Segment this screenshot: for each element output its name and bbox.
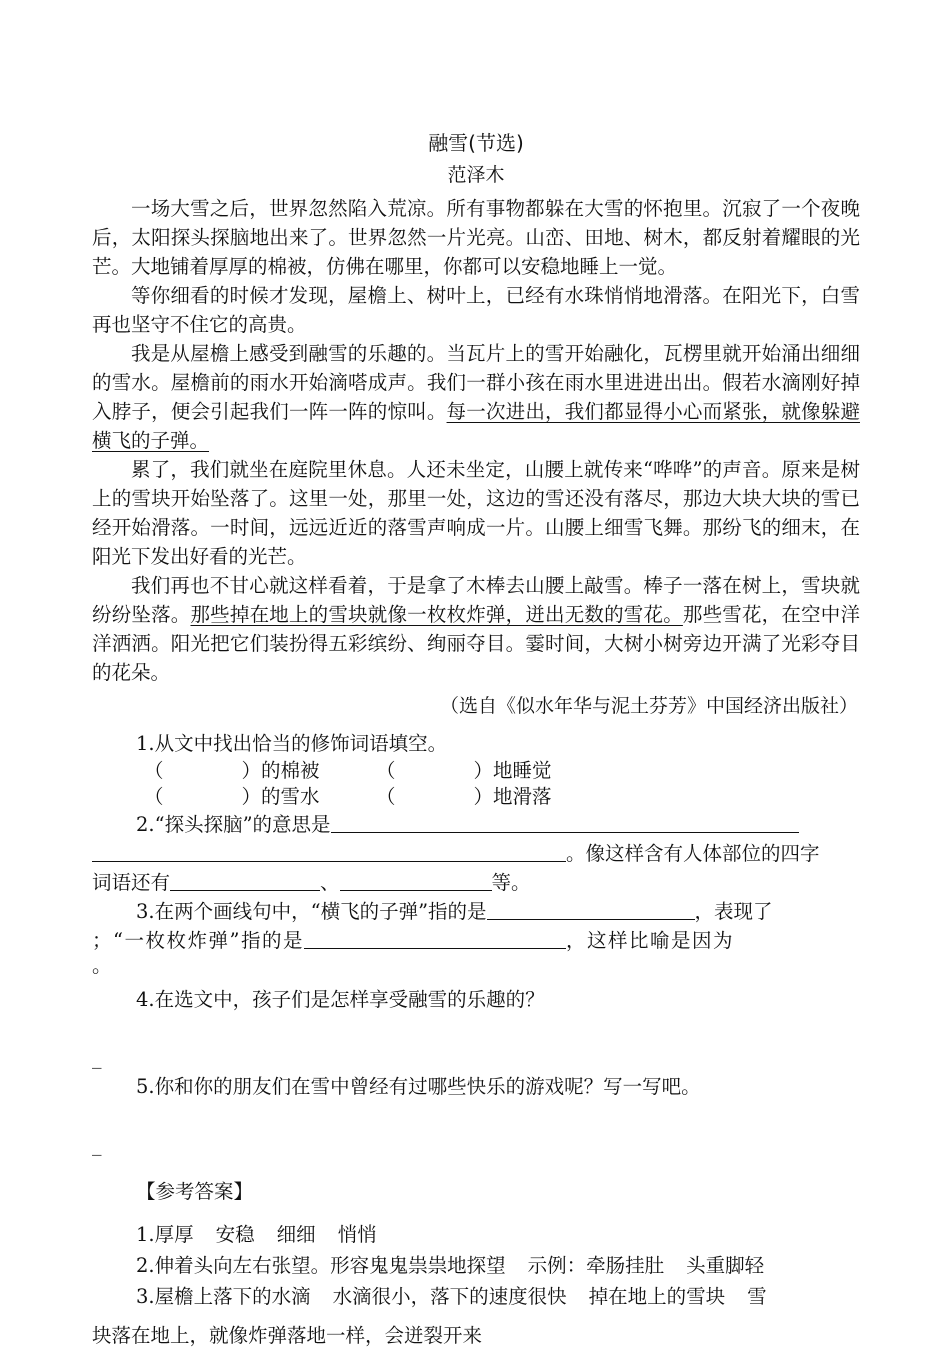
answer-line-2a[interactable] xyxy=(331,812,799,833)
answer-line-2c[interactable] xyxy=(170,870,320,891)
answer-space-4[interactable]: _ xyxy=(92,1047,102,1069)
article-title: 融雪(节选) xyxy=(428,131,524,155)
question-2-text: 2.“探头探脑”的意思是 xyxy=(136,813,331,836)
question-1-row-2 xyxy=(92,784,860,810)
paragraph-4: 累了，我们就坐在庭院里休息。人还未坐定，山腰上就传来“哗哗”的声音。原来是树上的雪块开始坠落了。这里一处，那里一处，这边的雪还没有落尽，那边大块大块的雪已经开始滑落。一时间，远远近近的落雪声响成一片。山腰上细雪飞舞。那纷飞的细末，在阳光下发出好看的光芒。 xyxy=(92,458,860,568)
blank-cotton-quilt[interactable]: （ ）的棉被 xyxy=(144,759,320,782)
answer-3-item: 掉在地上的雪块 xyxy=(588,1285,726,1308)
document-page xyxy=(92,128,860,1351)
answer-3-item: 雪 xyxy=(747,1285,767,1308)
paragraph-5-text-a: 我们再也不甘心就这样看着，于是拿了木棒去山腰上敲雪。棒子一落在树上，雪块就纷纷坠落。 xyxy=(92,574,860,626)
answer-1-item: 安稳 xyxy=(215,1223,255,1246)
question-3-line-2 xyxy=(92,926,860,955)
answer-3-item: 水滴很小，落下的速度很快 xyxy=(332,1285,567,1308)
answer-2-item: 头重脚轻 xyxy=(686,1254,765,1277)
answer-1-item: 悄悄 xyxy=(337,1223,377,1246)
answer-space-5[interactable]: _ xyxy=(92,1134,102,1156)
answer-1 xyxy=(92,1219,860,1250)
question-2-text-b: 。像这样含有人体部位的四字 xyxy=(566,842,820,865)
question-3-text: 3.在两个画线句中，“横飞的子弹”指的是 xyxy=(136,900,487,923)
paragraph-5-text-b: 那些雪花，在空中洋洋洒洒。阳光把它们装扮得五彩缤纷、绚丽夺目。霎时间，大树小树旁边开满了光彩夺目的花朵。 xyxy=(92,603,860,684)
answer-1-item: 1.厚厚 xyxy=(136,1223,194,1246)
blank-slide[interactable]: （ ）地滑落 xyxy=(376,785,552,808)
answer-2 xyxy=(92,1250,860,1281)
question-2-separator: 、 xyxy=(320,871,340,894)
question-3-text-d: ，这样比喻是因为 xyxy=(565,929,734,952)
paragraph-3 xyxy=(92,339,860,455)
answer-3-line-2: 块落在地上，就像炸弹落地一样，会迸裂开来 xyxy=(92,1324,483,1347)
question-2-end: 等。 xyxy=(491,871,531,894)
question-2-line-3 xyxy=(92,868,860,897)
answer-line-3b[interactable] xyxy=(304,928,566,949)
underlined-sentence-2: 那些掉在地上的雪块就像一枚枚炸弹，迸出无数的雪花。 xyxy=(190,603,683,626)
article-author: 范泽木 xyxy=(447,164,505,186)
question-5: 5.你和你的朋友们在雪中曾经有过哪些快乐的游戏呢？写一写吧。 xyxy=(136,1075,701,1098)
question-3-text-c: ；“一枚枚炸弹”指的是 xyxy=(92,929,304,952)
question-2-line-2 xyxy=(92,839,860,868)
underlined-sentence-1: 每一次进出，我们都显得小心而紧张，就像躲避横飞的子弹。 xyxy=(92,400,860,452)
answer-2-item: 2.伸着头向左右张望。形容鬼鬼祟祟地探望 xyxy=(136,1254,506,1277)
answer-line-3a[interactable] xyxy=(487,899,695,920)
blank-sleep[interactable]: （ ）地睡觉 xyxy=(376,759,552,782)
answer-1-item: 细细 xyxy=(276,1223,316,1246)
source-citation: （选自《似水年华与泥土芬芳》中国经济出版社） xyxy=(439,695,858,717)
blank-snow-water[interactable]: （ ）的雪水 xyxy=(144,785,320,808)
question-3-text-b: ，表现了 xyxy=(694,900,773,923)
question-3-line-3: 。 xyxy=(92,954,112,977)
question-2-line-1 xyxy=(92,810,860,839)
answer-3-line-1 xyxy=(92,1281,860,1312)
question-4: 4.在选文中，孩子们是怎样享受融雪的乐趣的？ xyxy=(136,988,545,1011)
question-3-line-1 xyxy=(92,897,860,926)
question-1-row-1 xyxy=(92,758,860,784)
answer-line-2d[interactable] xyxy=(340,870,492,891)
paragraph-2: 等你细看的时候才发现，屋檐上、树叶上，已经有水珠悄悄地滑落。在阳光下，白雪再也坚守不住它的高贵。 xyxy=(92,284,860,336)
paragraph-5 xyxy=(92,571,860,687)
paragraph-1: 一场大雪之后，世界忽然陷入荒凉。所有事物都躲在大雪的怀抱里。沉寂了一个夜晚后，太阳探头探脑地出来了。世界忽然一片光亮。山峦、田地、树木，都反射着耀眼的光芒。大地铺着厚厚的棉被，仿佛在哪里，你都可以安稳地睡上一觉。 xyxy=(92,197,860,278)
answer-3-item: 3.屋檐上落下的水滴 xyxy=(136,1285,311,1308)
answer-line-2b[interactable] xyxy=(92,841,566,862)
question-1: 1.从文中找出恰当的修饰词语填空。 xyxy=(136,732,448,755)
answers-heading: 【参考答案】 xyxy=(136,1180,254,1203)
answer-2-item: 示例：牵肠挂肚 xyxy=(527,1254,665,1277)
question-2-text-c: 词语还有 xyxy=(92,871,171,894)
paragraph-3-text: 我是从屋檐上感受到融雪的乐趣的。当瓦片上的雪开始融化，瓦楞里就开始涌出细细的雪水。屋檐前的雨水开始滴嗒成声。我们一群小孩在雨水里进进出出。假若水滴刚好掉入脖子，便会引起我们一阵一阵的惊叫。 xyxy=(92,342,860,423)
